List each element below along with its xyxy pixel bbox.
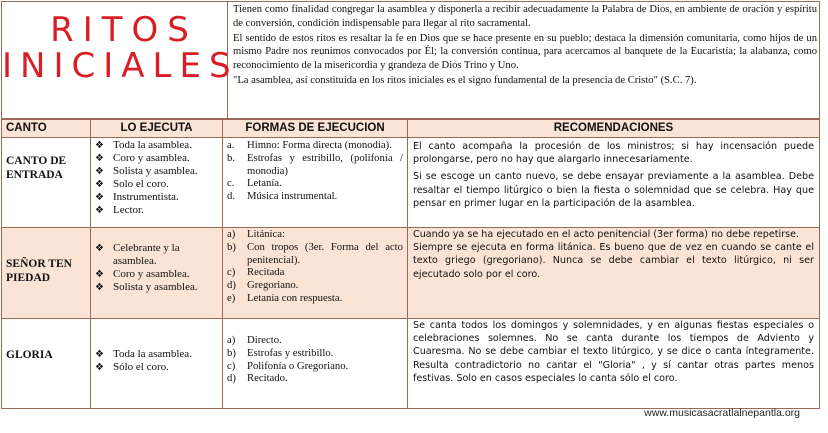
form-label: Himno: Forma directa (monodia).: [247, 139, 392, 151]
form-label: Estrofas y estribillo, (polifonía / monodia): [247, 151, 403, 177]
canto-name: PIEDAD: [6, 272, 51, 284]
row-piedad-formas: [223, 228, 407, 318]
form-label: Recitada: [247, 266, 285, 279]
diamond-bullet-icon: ❖: [95, 282, 104, 293]
diamond-bullet-icon: ❖: [95, 192, 104, 203]
form-item: [227, 279, 403, 292]
diamond-bullet-icon: ❖: [95, 205, 104, 216]
form-label: Recitado.: [247, 372, 288, 385]
form-marker: a): [227, 334, 236, 346]
executor-item: [95, 152, 222, 165]
intro-paragraph-2: El sentido de estos ritos es resaltar la fe en Dios que se hace presente en su pueblo; destaca la dimensión comunitaria, como hijos de un mismo Padre nos reunimos convocados por Él; la conversión continua, para acercamos al banquete de la Eucaristía; la alabanza, como reconocimiento de la misericordia y grandeza de Dios Trino y Uno.: [233, 32, 817, 72]
recommendation-text: Siempre se ejecuta en forma litánica. Es bueno que de vez en cuando se cante el texto griego (gregoriano). Nunca se debe cambiar el texto litúrgico, ni ser ejecutado solo por el coro.: [413, 242, 814, 280]
form-marker: d): [227, 372, 236, 385]
forms-list: [223, 228, 407, 305]
form-item: [227, 241, 403, 267]
diamond-bullet-icon: ❖: [95, 166, 104, 177]
executor-item: [95, 165, 222, 178]
footer-url: www.musicasacratlalnepantla.org: [644, 407, 800, 419]
form-label: Letanía con respuesta.: [247, 291, 343, 304]
diamond-bullet-icon: ❖: [95, 243, 104, 254]
executor-label: Instrumentista.: [113, 191, 179, 203]
executor-item: [95, 178, 222, 191]
row-entrada-formas: [223, 139, 407, 203]
form-marker: e): [227, 291, 236, 304]
executor-label: Coro y asamblea.: [113, 268, 190, 280]
title-block: [2, 2, 239, 118]
executor-item: [95, 191, 222, 204]
canto-name: GLORIA: [6, 349, 53, 361]
row-entrada-canto: [2, 154, 90, 182]
form-label: Gregoriano.: [247, 279, 299, 292]
row-gloria-recomendaciones: [408, 319, 819, 385]
rites-table: [1, 119, 820, 409]
executor-list: [91, 242, 222, 294]
executor-list: [91, 139, 222, 217]
forms-list: [223, 139, 407, 203]
executor-list: [91, 348, 222, 374]
form-label: Con tropos (3er. Forma del acto penitencial).: [247, 240, 403, 266]
form-label: Polifonía o Gregoriano.: [247, 359, 349, 372]
diamond-bullet-icon: ❖: [95, 153, 104, 164]
title-line-2: INICIALES: [2, 46, 239, 86]
form-item: [227, 334, 403, 347]
executor-label: Solista y asamblea.: [113, 281, 198, 293]
diamond-bullet-icon: ❖: [95, 179, 104, 190]
executor-item: [95, 281, 222, 294]
form-marker: b): [227, 240, 236, 253]
form-item: [227, 360, 403, 373]
row-entrada-ejecuta: [91, 139, 222, 217]
form-marker: c): [227, 266, 236, 279]
form-marker: b): [227, 346, 236, 359]
executor-label: Lector.: [113, 204, 144, 216]
form-item: [227, 372, 403, 385]
header-recomendaciones: RECOMENDACIONES: [553, 122, 674, 134]
form-marker: a.: [227, 139, 235, 151]
executor-label: Sólo el coro.: [113, 361, 169, 373]
executor-item: [95, 361, 222, 374]
diamond-bullet-icon: ❖: [95, 362, 104, 373]
executor-item: [95, 242, 222, 268]
form-label: Directo.: [247, 334, 282, 346]
executor-label: Toda la asamblea.: [113, 139, 192, 151]
canto-name: ENTRADA: [6, 169, 63, 181]
executor-item: [95, 204, 222, 217]
row-entrada-recomendaciones: [408, 140, 819, 210]
form-marker: d): [227, 279, 236, 292]
intro-paragraph-1: Tienen como finalidad congregar la asamblea y disponerla a recibir adecuadamente la Palabra de Dios, en ambiente de oración y espíritu de conversión, condición indispensable para llegar al rito sacramental.: [233, 4, 817, 29]
form-marker: b.: [227, 151, 236, 164]
diamond-bullet-icon: ❖: [95, 269, 104, 280]
intro-text: [233, 3, 817, 89]
executor-label: Solo el coro.: [113, 178, 169, 190]
executor-item: [95, 348, 222, 361]
forms-list: [223, 334, 407, 385]
form-item: [227, 292, 403, 305]
executor-item: [95, 139, 222, 152]
row-gloria-ejecuta: [91, 348, 222, 374]
executor-label: Toda la asamblea.: [113, 348, 192, 360]
form-label: Litánica:: [247, 228, 285, 240]
form-marker: c.: [227, 177, 235, 190]
recommendation-text: El canto acompaña la procesión de los ministros; si hay incensación puede prolongarse, pero no hay que alargarlo innecesariamente.: [413, 141, 814, 166]
form-item: [227, 347, 403, 360]
form-item: [227, 152, 403, 178]
executor-label: Solista y asamblea.: [113, 165, 198, 177]
executor-item: [95, 268, 222, 281]
executor-label: Celebrante y la asamblea.: [113, 242, 180, 267]
header: [1, 1, 820, 119]
form-marker: a): [227, 228, 236, 240]
header-ejecuta: LO EJECUTA: [120, 122, 193, 134]
form-marker: c): [227, 359, 236, 372]
form-item: [227, 139, 403, 152]
form-item: [227, 228, 403, 241]
form-item: [227, 190, 403, 203]
row-gloria-canto: [2, 348, 90, 362]
row-gloria-formas: [223, 334, 407, 385]
row-piedad-ejecuta: [91, 242, 222, 294]
recommendation-text: Si se escoge un canto nuevo, se debe ensayar previamente a la asamblea. Debe resaltar el tiempo litúrgico o bien la fiesta o solemnidad que se celebra. Hay que pensar en primer lugar en la participación de la asamblea.: [413, 171, 814, 209]
header-canto: CANTO: [6, 122, 47, 134]
canto-name: SEÑOR TEN: [6, 258, 72, 270]
row-piedad-canto: [2, 257, 90, 285]
diamond-bullet-icon: ❖: [95, 140, 104, 151]
form-item: [227, 266, 403, 279]
form-label: Letanía.: [247, 177, 282, 190]
header-formas: FORMAS DE EJECUCION: [245, 122, 385, 134]
title-line-1: RITOS: [50, 10, 198, 50]
form-item: [227, 177, 403, 190]
intro-paragraph-3: "La asamblea, así constituida en los ritos iniciales es el signo fundamental de la presencia de Cristo" (S.C. 7).: [233, 74, 697, 86]
form-label: Música instrumental.: [247, 190, 338, 203]
recommendation-text: Cuando ya se ha ejecutado en el acto penitencial (3er forma) no debe repetirse.: [413, 229, 800, 240]
form-marker: d.: [227, 190, 236, 203]
row-piedad-recomendaciones: [408, 228, 819, 281]
executor-label: Coro y asamblea.: [113, 152, 190, 164]
recommendation-text: Se canta todos los domingos y solemnidades, y en algunas fiestas especiales o celebraciones solemnes. No se canta durante los tiempos de Adviento y Cuaresma. No se debe cambiar el texto litúrgico, y se dice o canta íntegramente. Resulta contradictorio no cantar el "Gloria" , y sí cantar otras partes menos festivas. Solo en casos especiales lo canta sólo el coro.: [413, 320, 814, 384]
diamond-bullet-icon: ❖: [95, 349, 104, 360]
form-label: Estrofas y estribillo.: [247, 346, 334, 359]
canto-name: CANTO DE: [6, 155, 67, 167]
